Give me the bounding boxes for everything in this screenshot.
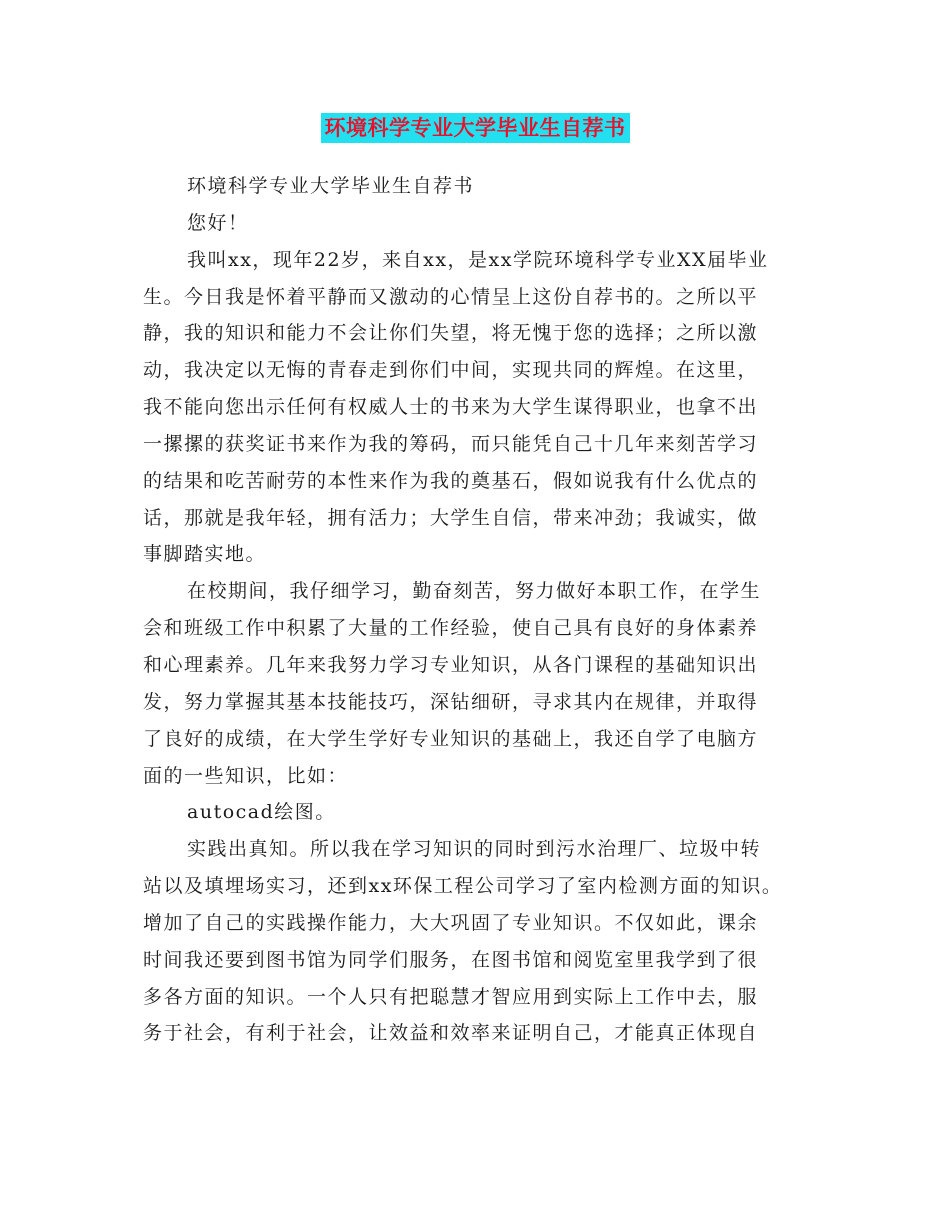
title-container — [0, 113, 950, 143]
text-line: 环境科学专业大学毕业生自荐书 — [187, 175, 475, 197]
text-line: 和心理素养。几年来我努力学习专业知识，从各门课程的基础知识出 — [143, 653, 759, 676]
document-title: 环境科学专业大学毕业生自荐书 — [321, 113, 630, 143]
text-line: 增加了自己的实践操作能力，大大巩固了专业知识。不仅如此，课余 — [143, 911, 759, 934]
text-line: 一摞摞的获奖证书来作为我的筹码，而只能凭自己十几年来刻苦学习 — [143, 432, 759, 455]
text-line: 我不能向您出示任何有权威人士的书来为大学生谋得职业，也拿不出 — [143, 396, 759, 419]
text-line: 话，那就是我年轻，拥有活力；大学生自信，带来冲劲；我诚实，做 — [143, 506, 759, 529]
text-line: 站以及填埋场实习，还到xx环保工程公司学习了室内检测方面的知识。 — [143, 875, 783, 898]
text-line: 生。今日我是怀着平静而又激动的心情呈上这份自荐书的。之所以平 — [143, 285, 759, 308]
text-line: 动，我决定以无悔的青春走到你们中间，实现共同的辉煌。在这里， — [143, 359, 759, 382]
text-line: 您好！ — [187, 211, 249, 234]
text-line: 会和班级工作中积累了大量的工作经验，使自己具有良好的身体素养 — [143, 617, 759, 640]
text-line: 多各方面的知识。一个人只有把聪慧才智应用到实际上工作中去，服 — [143, 985, 759, 1008]
text-line: 事脚踏实地。 — [143, 543, 267, 566]
text-line: 的结果和吃苦耐劳的本性来作为我的奠基石，假如说我有什么优点的 — [143, 469, 759, 492]
text-line: 在校期间，我仔细学习，勤奋刻苦，努力做好本职工作，在学生 — [187, 580, 762, 603]
text-line: 实践出真知。所以我在学习知识的同时到污水治理厂、垃圾中转 — [187, 838, 762, 861]
text-line: 了良好的成绩，在大学生学好专业知识的基础上，我还自学了电脑方 — [143, 727, 759, 750]
text-line: 务于社会，有利于社会，让效益和效率来证明自己，才能真正体现自 — [143, 1022, 759, 1045]
text-line: 我叫xx，现年22岁，来自xx，是xx学院环境科学专业XX届毕业 — [187, 248, 769, 271]
document-body — [143, 168, 811, 1052]
text-line: 时间我还要到图书馆为同学们服务，在图书馆和阅览室里我学到了很 — [143, 948, 759, 971]
text-line: 静，我的知识和能力不会让你们失望，将无愧于您的选择；之所以激 — [143, 322, 759, 345]
text-line: autocad绘图。 — [187, 801, 336, 824]
text-line: 面的一些知识，比如： — [143, 764, 349, 787]
text-line: 发，努力掌握其基本技能技巧，深钻细研，寻求其内在规律，并取得 — [143, 690, 759, 713]
